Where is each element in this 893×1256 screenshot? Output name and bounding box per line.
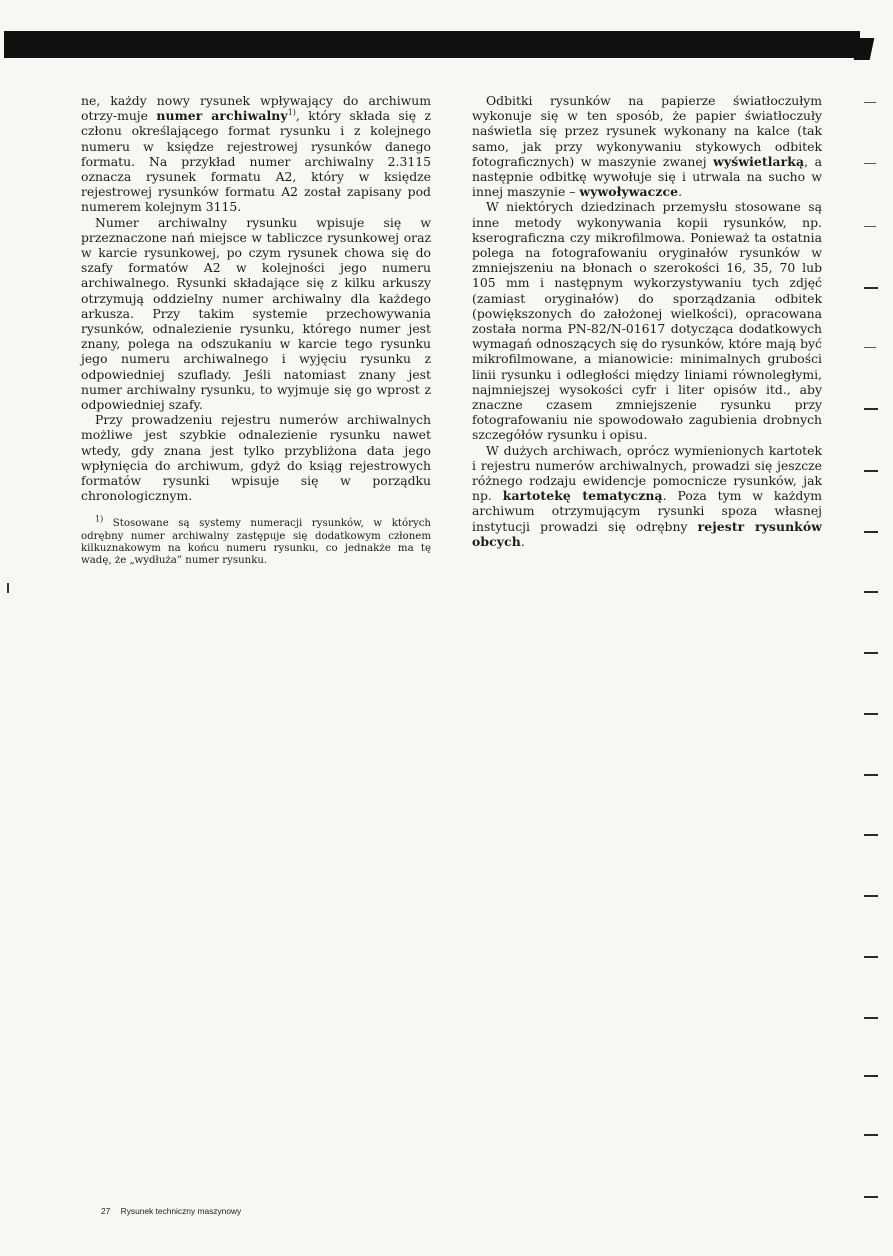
paragraph-text: .	[520, 533, 525, 549]
term-bold: wywoływaczce	[579, 184, 679, 200]
paragraph	[472, 93, 822, 199]
margin-tick	[864, 1196, 878, 1198]
margin-tick	[864, 652, 878, 654]
paragraph	[472, 443, 822, 549]
margin-tick	[864, 1134, 878, 1136]
term-bold: kartotekę tematyczną	[502, 488, 663, 504]
margin-tick	[864, 163, 876, 164]
margin-tick	[864, 347, 876, 348]
running-title: Rysunek techniczny maszynowy	[120, 1206, 242, 1216]
margin-tick	[864, 1075, 878, 1077]
margin-tick	[864, 591, 878, 593]
margin-tick	[864, 408, 878, 410]
scan-mark	[7, 583, 9, 593]
right-column	[472, 93, 822, 549]
paragraph: W niektórych dziedzinach przemysłu stosowane są inne metody wykonywania kopii rysunków, np. kserograficzna czy mikrofilmowa. Ponieważ ta ostatnia polega na fotografowaniu oryginałów rysunków w zmniejszeniu na błonach o szerokości 16, 35, 70 lub 105 mm i następnym wykorzystywaniu tych zdjęć (zamiast oryginałów) do sporządzania odbitek (powiększonych do założonej wielkości), opracowana została norma PN-82/N-01617 dotycząca dodatkowych wymagań odnoszących się do rysunków, które mają być mikrofilmowane, a mianowicie: minimalnych grubości linii rysunku i odległości między liniami równoległymi, najmniejszej wysokości cyfr i liter opisów itd., aby znaczne czasem zmniejszenie rysunku przy fotografowaniu nie spowodowało zagubienia drobnych szczegółów rysunku i opisu.	[472, 199, 822, 443]
margin-tick	[864, 102, 876, 103]
margin-tick	[864, 834, 878, 836]
paragraph-text: , a następnie odbitkę wywołuje się i utrwala na sucho w innej maszynie –	[472, 153, 823, 200]
term-bold: numer archiwalny	[156, 108, 288, 124]
margin-tick	[864, 226, 876, 227]
paragraph	[81, 93, 431, 215]
footnote-marker: 1)	[95, 515, 104, 525]
term-bold: wyświetlarką	[713, 153, 805, 169]
margin-tick	[864, 1017, 878, 1019]
paragraph: Przy prowadzeniu rejestru numerów archiwalnych możliwe jest szybkie odnalezienie rysunku nawet wtedy, gdy znana jest tylko przybliżona data jego wpłynięcia do archiwum, gdyż do ksiąg rejestrowych formatów rysunki wpisuje się w porządku chronologicznym.	[81, 412, 431, 504]
paragraph: Numer archiwalny rysunku wpisuje się w przeznaczone nań miejsce w tabliczce rysunkowej oraz w karcie rysunkowej, po czym rysunek chowa się do szafy formatów A2 w kolejności jego numeru archiwalnego. Rysunki składające się z kilku arkuszy otrzymują oddzielny numer archiwalny dla każdego arkusza. Przy takim systemie przechowywania rysunków, odnalezienie rysunku, którego numer jest znany, polega na odszukaniu w karcie tego rysunku jego numeru archiwalnego i wyjęciu rysunku z odpowiedniej szuflady. Jeśli natomiast znany jest numer archiwalny rysunku, to wyjmuje się go wprost z odpowiedniej szafy.	[81, 214, 431, 413]
margin-tick	[864, 895, 878, 897]
left-column	[81, 93, 431, 567]
page-footer	[101, 1206, 241, 1216]
margin-tick	[864, 713, 878, 715]
paragraph-text: .	[678, 184, 683, 200]
page-number: 27	[101, 1206, 111, 1216]
margin-tick	[864, 956, 878, 958]
paragraph-text: Odbitki rysunków na papierze światłoczułym wykonuje się w ten sposób, że papier światłoczuły naświetla się przez rysunek wykonany na kalce (tak samo, jak przy wykonywaniu stykowych odbitek fotograficznych) w maszynie zwanej	[472, 93, 822, 169]
margin-tick	[864, 774, 878, 776]
footnote-text: Stosowane są systemy numeracji rysunków, w których odrębny numer archiwalny zastępuje się dodatkowym członem kilkuznakowym na końcu numeru rysunku, co jednakże ma tę wadę, że „wydłuża” numer rysunku.	[81, 518, 431, 567]
paragraph-text: W dużych archiwach, oprócz wymienionych kartotek i rejestru numerów archiwalnych, prowadzi się jeszcze różnego rodzaju ewidencje pomocnicze rysunków, jak np.	[472, 442, 822, 504]
footnote-ref: 1)	[287, 108, 296, 118]
term-bold: rejestr rysunków obcych	[472, 518, 822, 549]
margin-tick	[864, 287, 878, 289]
paragraph-text: . Poza tym w każdym archiwum otrzymującym rysunki spoza własnej instytucji prowadzi się odrębny	[472, 488, 822, 534]
header-bar-edge	[854, 38, 875, 60]
paragraph-text: , który składa się z członu określającego format rysunku i z kolejnego numeru w księdze rejestrowej rysunków danego formatu. Na przykład numer archiwalny 2.3115 oznacza rysunek formatu A2, który w księdze rejestrowej rysunków formatu A2 został zapisany pod numerem kolejnym 3115.	[81, 108, 431, 215]
margin-tick	[864, 470, 878, 472]
paragraph-text: ne, każdy nowy rysunek wpływający do archiwum otrzy-muje	[81, 93, 431, 124]
margin-tick	[864, 531, 878, 533]
footnote	[81, 515, 431, 567]
header-bar	[4, 31, 860, 58]
